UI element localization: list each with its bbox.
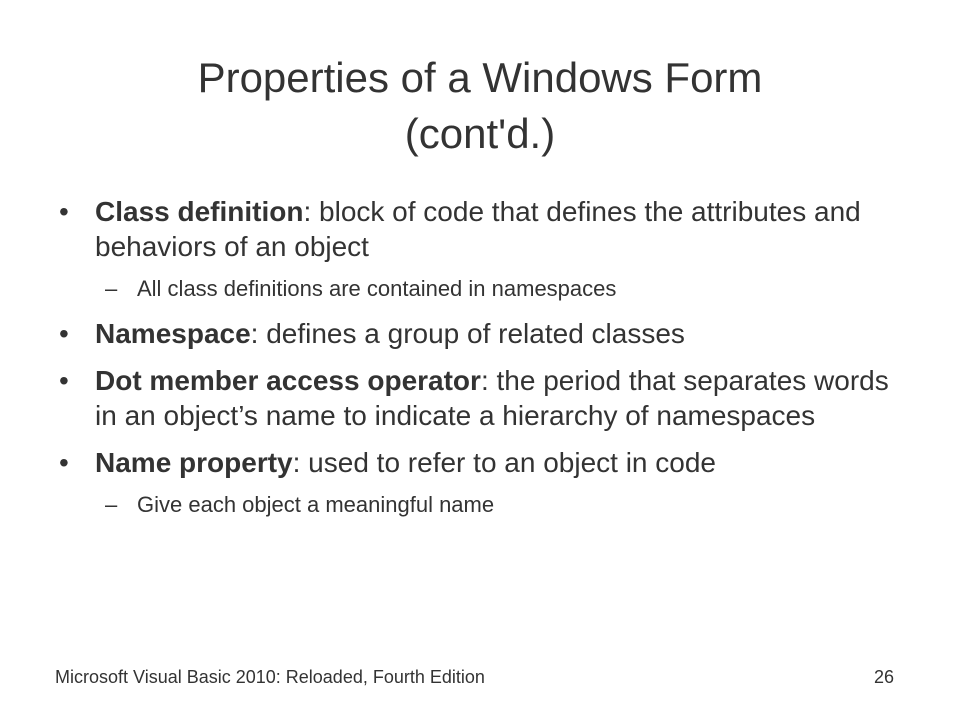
bullet-term: Name property — [95, 447, 293, 478]
bullet-namespace — [55, 316, 915, 351]
bullet-text: : the period that separates words in an object’s name to indicate a hierarchy of namespaces — [95, 365, 889, 431]
bullet-term: Dot member access operator — [95, 365, 481, 396]
bullet-text: : defines a group of related classes — [250, 318, 685, 349]
bullet-name-property — [55, 445, 915, 480]
bullet-term: Namespace — [95, 318, 251, 349]
bullet-list — [55, 194, 915, 532]
bullet-class-definition — [55, 194, 915, 264]
bullet-marker: • — [59, 196, 69, 227]
bullet-marker: • — [59, 447, 69, 478]
bullet-dot-member-access-operator — [55, 363, 915, 433]
bullet-term: Class definition — [95, 196, 304, 227]
sub-bullet-marker: – — [105, 276, 118, 301]
bullet-marker: • — [59, 365, 69, 396]
sub-bullet-text: All class definitions are contained in namespaces — [137, 276, 617, 301]
page-number: 26 — [873, 667, 894, 687]
footer-book-title: Microsoft Visual Basic 2010: Reloaded, Fourth Edition — [55, 667, 485, 687]
bullet-marker: • — [59, 318, 69, 349]
bullet-text: : block of code that defines the attributes and behaviors of an object — [95, 196, 861, 262]
slide-title — [0, 50, 960, 162]
bullet-text: : used to refer to an object in code — [292, 447, 717, 478]
title-line-1: Properties of a Windows Form — [197, 54, 763, 101]
sub-bullet-marker: – — [105, 492, 118, 517]
sub-bullet-namespaces — [55, 274, 915, 304]
sub-bullet-text: Give each object a meaningful name — [137, 492, 495, 517]
title-line-2: (cont'd.) — [404, 110, 556, 157]
sub-bullet-meaningful-name — [55, 490, 915, 520]
